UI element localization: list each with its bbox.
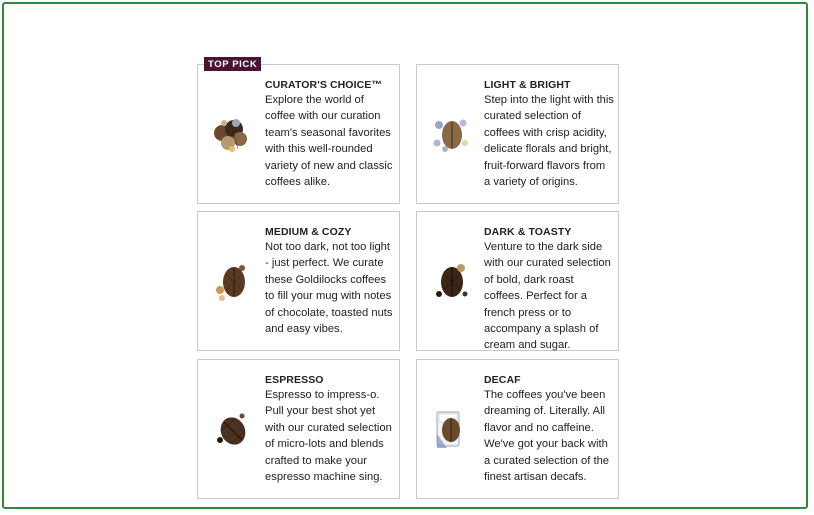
coffee-bag-flowers-icon [427,109,473,159]
coffee-bag-dark-icon [427,256,473,306]
card-description: The coffees you've been dreaming of. Literally. All flavor and no caffeine. We've got your back with a curated selection of the finest artisan decafs. [484,389,610,484]
top-pick-badge: TOP PICK [204,57,261,71]
collection-card-light-bright[interactable] [416,64,619,204]
coffee-bag-nuts-icon [208,256,254,306]
card-title: ESPRESSO [265,374,324,386]
card-description: Venture to the dark side with our curated selection of bold, dark roast coffees. Perfect for a french press or to accompany a splash of cream and sugar. [484,241,611,352]
card-title: LIGHT & BRIGHT [484,79,571,91]
card-description: Not too dark, not too light - just perfect. We curate these Goldilocks coffees to fill your mug with notes of chocolate, toasted nuts and easy vibes. [265,241,393,336]
collection-card-decaf[interactable] [416,359,619,499]
card-title: MEDIUM & COZY [265,226,352,238]
collection-card-curators-choice[interactable] [197,59,400,204]
card-description: Step into the light with this curated selection of coffees with crisp acidity, delicate florals and bright, fruit-forward flavors from a variety of origins. [484,94,614,189]
card-title: DARK & TOASTY [484,226,572,238]
coffee-collection-grid [197,59,619,499]
card-description: Espresso to impress-o. Pull your best shot yet with our curated selection of micro-lots and blends crafted to make your espresso machine sing. [265,389,392,484]
collection-card-medium-cozy[interactable] [197,211,400,351]
card-title: DECAF [484,374,521,386]
collection-card-dark-toasty[interactable] [416,211,619,351]
coffee-bag-espresso-icon [208,404,254,454]
coffee-bag-decaf-icon [427,404,473,454]
card-title: CURATOR'S CHOICE™ [265,79,382,91]
collection-card-espresso[interactable] [197,359,400,499]
coffee-bag-cluster-icon [208,109,254,159]
card-description: Explore the world of coffee with our curation team's seasonal favorites with this well-rounded variety of new and classic coffees alike. [265,94,393,189]
